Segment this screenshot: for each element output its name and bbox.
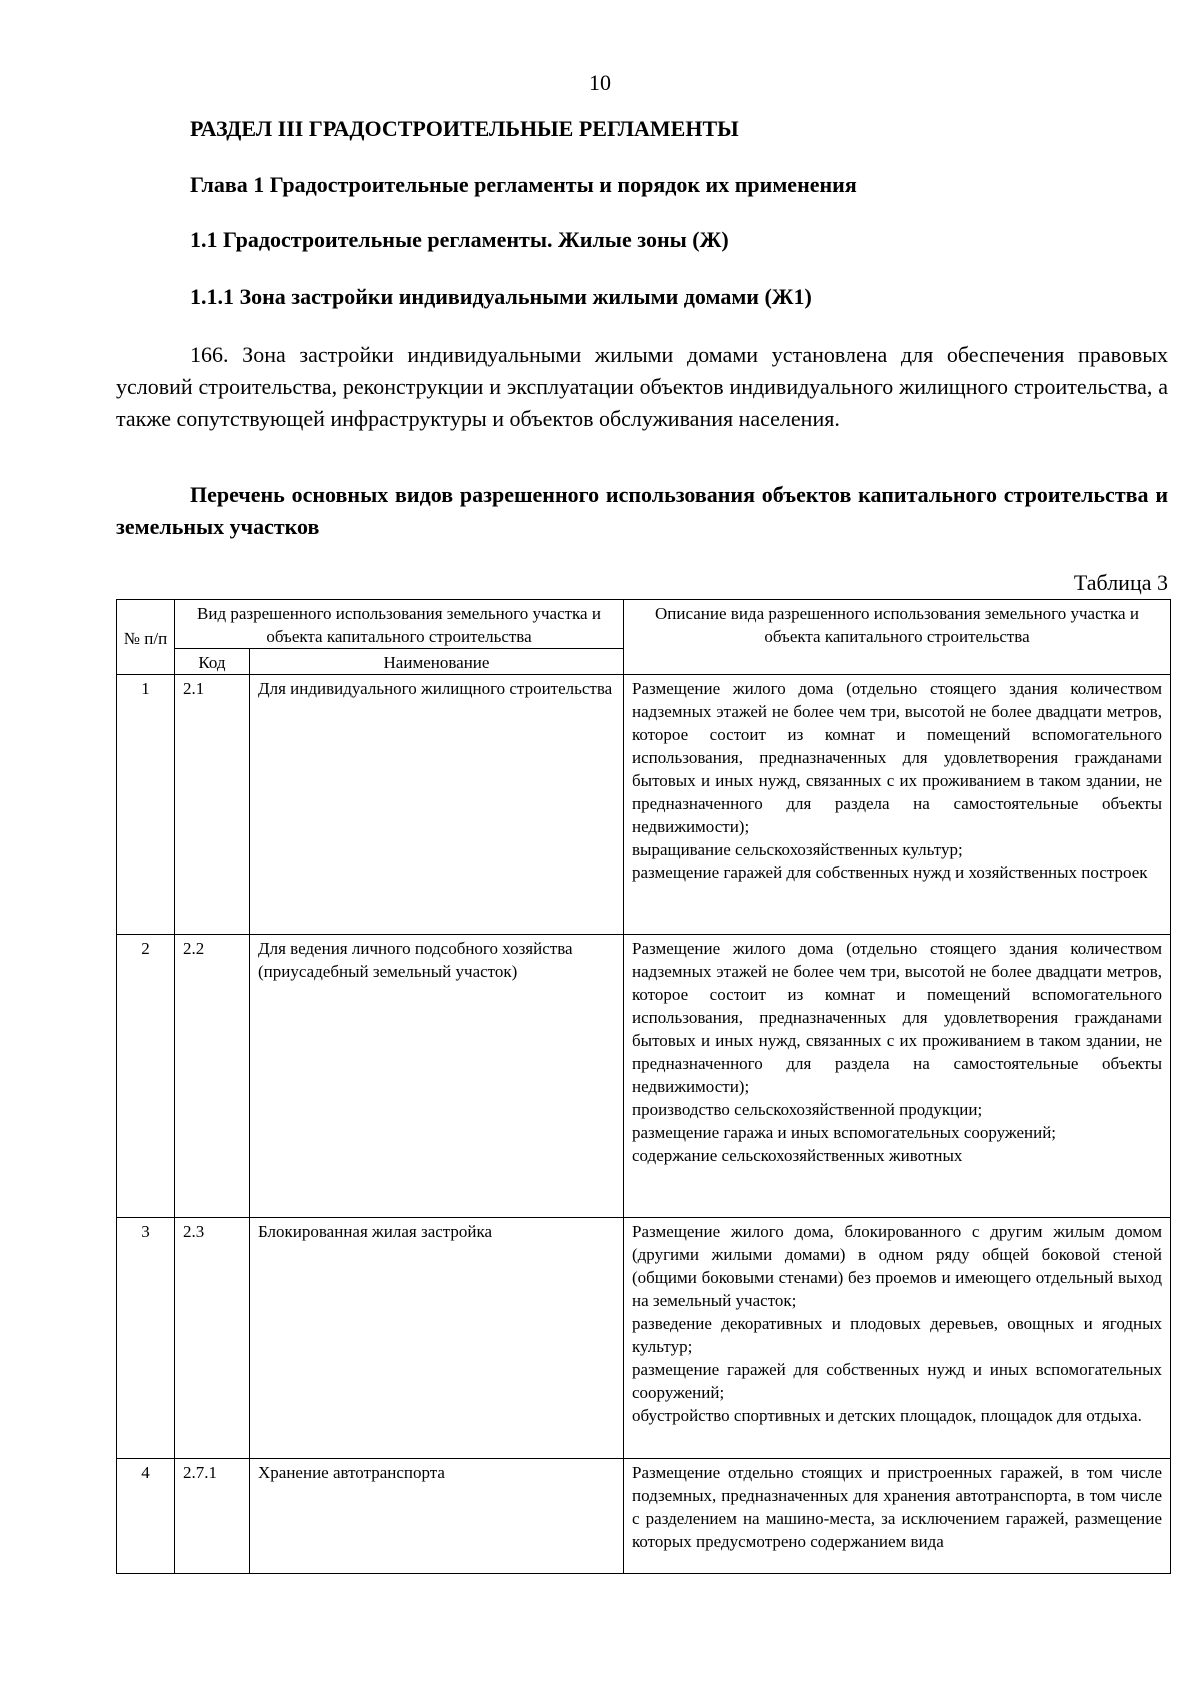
row-code: 2.3 [175,1218,250,1459]
row-code: 2.7.1 [175,1459,250,1574]
row-code: 2.2 [175,935,250,1218]
row-number: 4 [117,1459,175,1574]
header-name: Наименование [250,649,624,675]
row-description: Размещение жилого дома, блокированного с другим жилым домом (другими жилыми домами) в одном ряду общей боковой стеной (общими боковыми стенами) без проемов и имеющего отдельный выход на земельный участок; разведение декоративных и плодовых деревьев, овощных и ягодных культур; размещение гаражей для собственных нужд и иных вспомогательных сооружений; обустройство спортивных и детских площадок, площадок для отдыха. [624,1218,1171,1459]
row-number: 2 [117,935,175,1218]
row-name: Хранение автотранспорта [250,1459,624,1574]
header-use-type-group: Вид разрешенного использования земельного участка и объекта капитального строительства [175,600,624,649]
regulations-table [116,599,1171,1574]
header-code: Код [175,649,250,675]
header-description: Описание вида разрешенного использования земельного участка и объекта капитального строительства [624,600,1171,675]
section-heading: РАЗДЕЛ III ГРАДОСТРОИТЕЛЬНЫЕ РЕГЛАМЕНТЫ [190,116,739,141]
table-row [117,675,1171,935]
table-caption: Таблица 3 [1073,570,1168,595]
row-number: 1 [117,675,175,935]
subsection-heading: 1.1 Градостроительные регламенты. Жилые зоны (Ж) [190,227,729,252]
chapter-heading: Глава 1 Градостроительные регламенты и порядок их применения [190,172,857,197]
table-row [117,935,1171,1218]
row-name: Блокированная жилая застройка [250,1218,624,1459]
row-number: 3 [117,1218,175,1459]
row-description: Размещение жилого дома (отдельно стоящего здания количеством надземных этажей не более чем три, высотой не более двадцати метров, которое состоит из комнат и помещений вспомогательного использования, предназначенных для удовлетворения гражданами бытовых и иных нужд, связанных с их проживанием в таком здании, не предназначенного для раздела на самостоятельные объекты недвижимости); производство сельскохозяйственной продукции; размещение гаража и иных вспомогательных сооружений; содержание сельскохозяйственных животных [624,935,1171,1218]
row-name: Для ведения личного подсобного хозяйства (приусадебный земельный участок) [250,935,624,1218]
row-name: Для индивидуального жилищного строительства [250,675,624,935]
table-row [117,1218,1171,1459]
zone-heading: 1.1.1 Зона застройки индивидуальными жилыми домами (Ж1) [190,284,812,309]
row-description: Размещение отдельно стоящих и пристроенных гаражей, в том числе подземных, предназначенных для хранения автотранспорта, в том числе с разделением на машино-места, за исключением гаражей, размещение которых предусмотрено содержанием вида [624,1459,1171,1574]
list-title: Перечень основных видов разрешенного использования объектов капитального строительства и земельных участков [116,482,1168,539]
table-row [117,1459,1171,1574]
row-description: Размещение жилого дома (отдельно стоящего здания количеством надземных этажей не более чем три, высотой не более двадцати метров, которое состоит из комнат и помещений вспомогательного использования, предназначенных для удовлетворения гражданами бытовых и иных нужд, связанных с их проживанием в таком здании, не предназначенного для раздела на самостоятельные объекты недвижимости); выращивание сельскохозяйственных культур; размещение гаражей для собственных нужд и хозяйственных построек [624,675,1171,935]
paragraph-166: 166. Зона застройки индивидуальными жилыми домами установлена для обеспечения правовых условий строительства, реконструкции и эксплуатации объектов индивидуального жилищного строительства, а также сопутствующей инфраструктуры и объектов обслуживания населения. [116,342,1168,431]
row-code: 2.1 [175,675,250,935]
header-number: № п/п [117,600,175,675]
page-number: 10 [589,70,611,95]
